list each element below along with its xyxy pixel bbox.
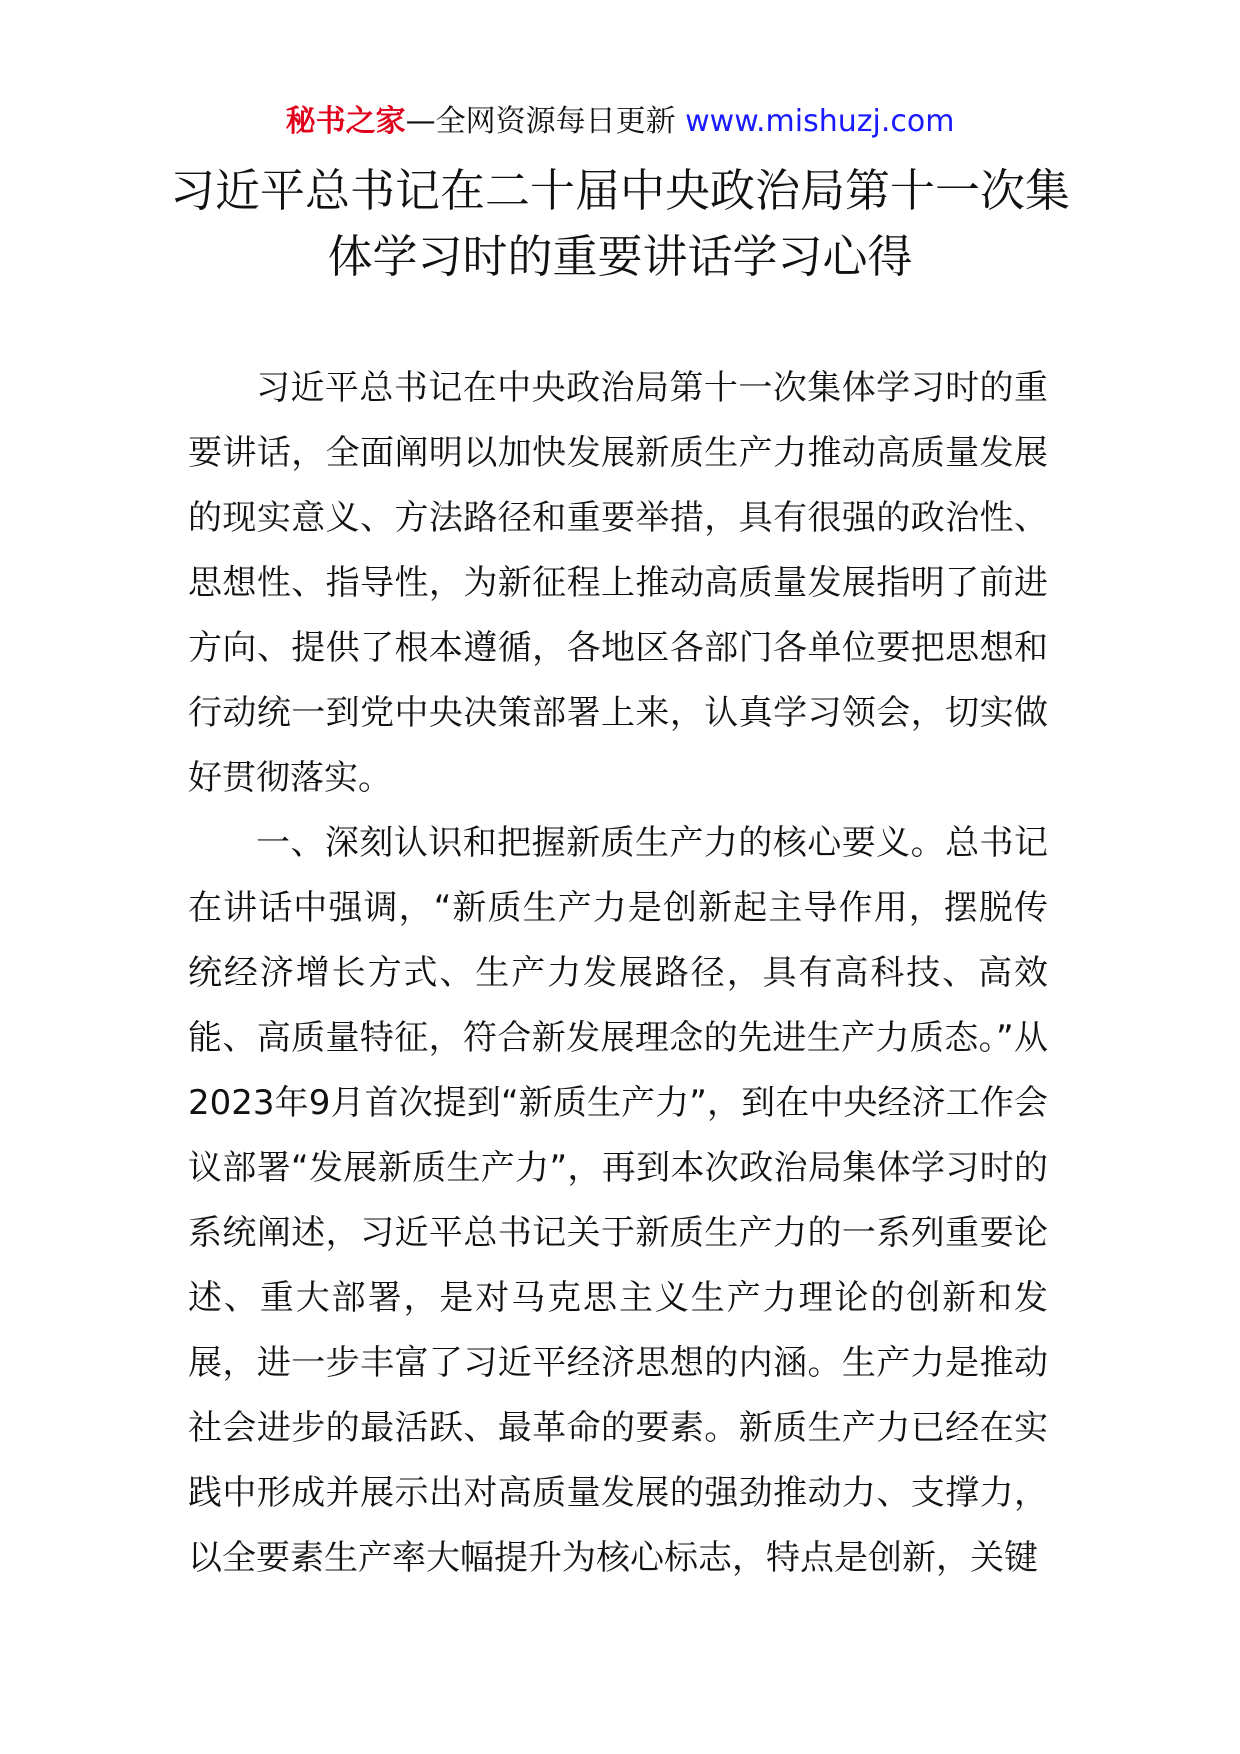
site-tagline: —全网资源每日更新	[405, 104, 686, 139]
site-url[interactable]: www.mishuzj.com	[685, 104, 955, 139]
site-brand: 秘书之家	[285, 104, 406, 139]
watermark-header	[0, 100, 1240, 144]
document-title: 习近平总书记在二十届中央政治局第十一次集体学习时的重要讲话学习心得	[170, 164, 1071, 283]
paragraph-section-1: 一、深刻认识和把握新质生产力的核心要义。总书记在讲话中强调，“新质生产力是创新起主导作用，摆脱传统经济增长方式、生产力发展路径，具有高科技、高效能、高质量特征，符合新发展理念的先进生产力质态。”从2023年9月首次提到“新质生产力”，到在中央经济工作会议部署“发展新质生产力”，再到本次政治局集体学习时的系统阐述，习近平总书记关于新质生产力的一系列重要论述、重大部署，是对马克思主义生产力理论的创新和发展，进一步丰富了习近平经济思想的内涵。生产力是推动社会进步的最活跃、最革命的要素。新质生产力已经在实践中形成并展示出对高质量发展的强劲推动力、支撑力，以全要素生产率大幅提升为核心标志，特点是创新，关键	[188, 823, 1048, 1578]
paragraph-intro: 习近平总书记在中央政治局第十一次集体学习时的重要讲话，全面阐明以加快发展新质生产力推动高质量发展的现实意义、方法路径和重要举措，具有很强的政治性、思想性、指导性，为新征程上推动高质量发展指明了前进方向、提供了根本遵循，各地区各部门各单位要把思想和行动统一到党中央决策部署上来，认真学习领会，切实做好贯彻落实。	[188, 368, 1048, 798]
document-body	[188, 356, 1048, 1591]
